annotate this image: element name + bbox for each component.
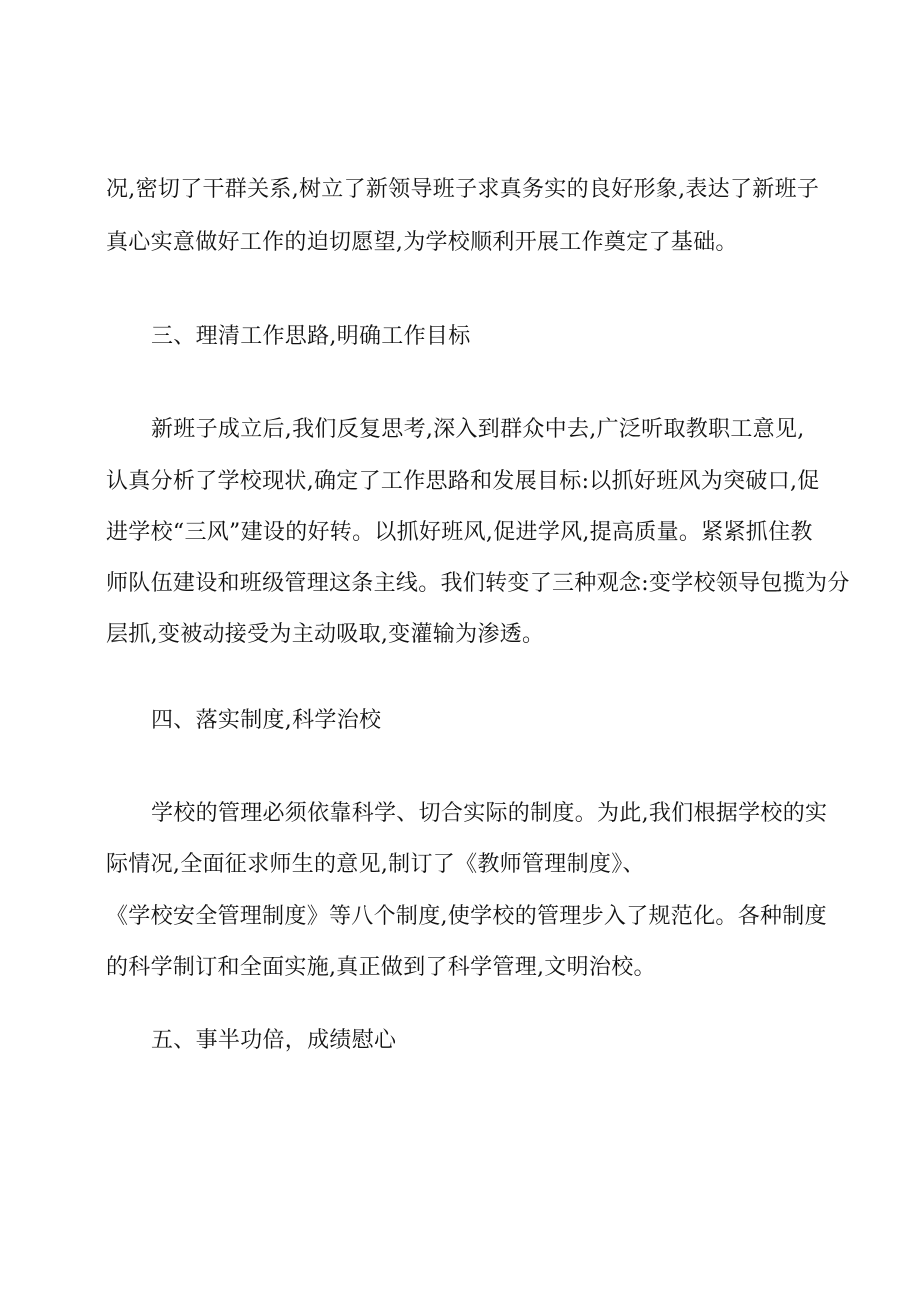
paragraph-line: 层抓,变被动接受为主动吸取,变灌输为渗透。 [106,622,545,647]
paragraph-line: 师队伍建设和班级管理这条主线。我们转变了三种观念:变学校领导包揽为分 [106,571,850,596]
section-heading-5: 五、事半功倍，成绩慰心 [151,1028,397,1053]
paragraph-line: 学校的管理必须依靠科学、切合实际的制度。为此,我们根据学校的实 [151,801,828,826]
section-heading-4: 四、落实制度,科学治校 [151,708,382,733]
paragraph-line: 的科学制订和全面实施,真正做到了科学管理,文明治校。 [106,955,656,980]
paragraph-line: 《学校安全管理制度》等八个制度,使学校的管理步入了规范化。各种制度 [106,904,827,929]
paragraph-line: 况,密切了干群关系,树立了新领导班子求真务实的良好形象,表达了新班子 [106,177,820,202]
paragraph-line: 际情况,全面征求师生的意见,制订了《教师管理制度》、 [106,852,645,877]
paragraph-line: 新班子成立后,我们反复思考,深入到群众中去,广泛听取教职工意见, [151,417,805,442]
paragraph-line: 进学校“三风”建设的好转。以抓好班风,促进学风,提高质量。紧紧抓住教 [106,520,813,545]
paragraph-line: 真心实意做好工作的迫切愿望,为学校顺利开展工作奠定了基础。 [106,230,738,255]
paragraph-line: 认真分析了学校现状,确定了工作思路和发展目标:以抓好班风为突破口,促 [106,469,820,494]
section-heading-3: 三、理清工作思路,明确工作目标 [151,324,471,349]
